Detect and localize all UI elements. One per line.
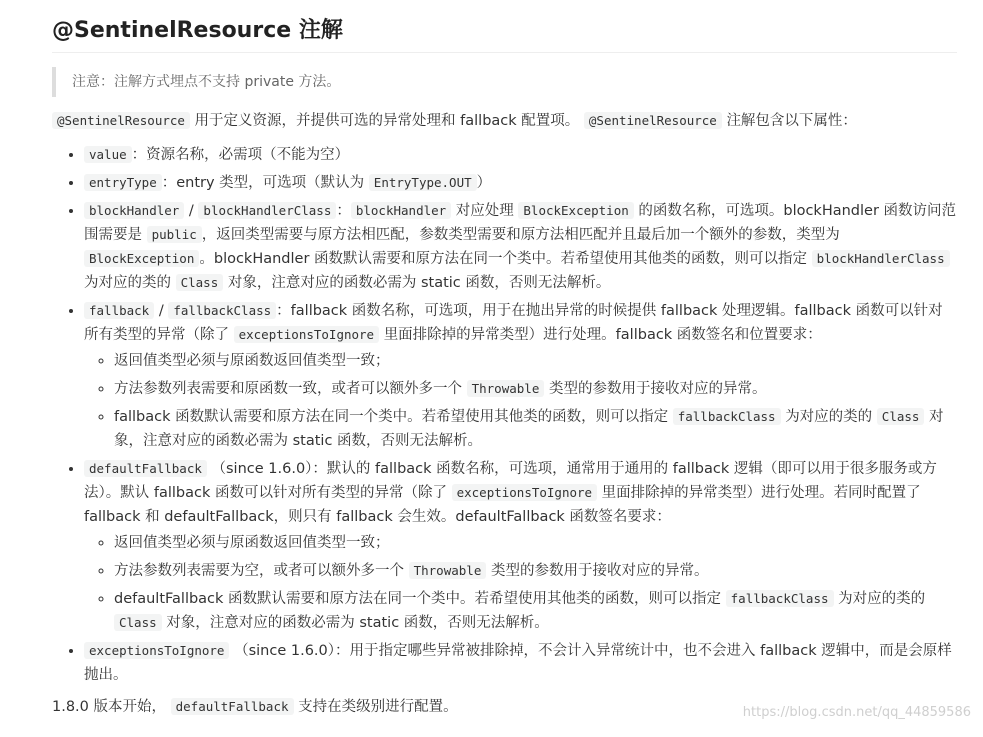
entrytype-text-1: ：entry 类型，可选项（默认为 — [161, 175, 365, 191]
entrytype-text-2: ） — [476, 175, 492, 191]
value-text: ：资源名称，必需项（不能为空） — [131, 147, 350, 163]
defaultfallback-code: defaultFallback — [84, 460, 207, 477]
exceptionstoignore-code-3: exceptionsToIgnore — [84, 642, 229, 659]
page-title: @SentinelResource 注解 — [52, 10, 957, 53]
blockhandler-text-5: 。blockHandler 函数默认需要和原方法在同一个类中。若希望使用其他类的函数，则可以指定 — [199, 251, 808, 267]
class-code: Class — [176, 274, 224, 291]
list-item-fallback — [84, 299, 957, 453]
attribute-list — [52, 143, 957, 687]
entrytype-default-code: EntryType.OUT — [369, 174, 477, 191]
intro-code-2: @SentinelResource — [584, 112, 722, 129]
footer-code: defaultFallback — [171, 698, 294, 715]
fallbackclass-code: fallbackClass — [168, 302, 276, 319]
blockhandler-text-1: ： — [336, 203, 351, 219]
blockhandlerclass-code-2: blockHandlerClass — [812, 250, 950, 267]
intro-paragraph — [52, 109, 957, 133]
defaultfallback-text-2: 里面排除掉的异常类型）进行处理。若同时配置了 fallback 和 defaultFallback，则只有 fallback 会生效。defaultFallback 函数签名要求： — [84, 485, 921, 525]
list-item-entrytype — [84, 171, 957, 195]
blockhandler-code-2: blockHandler — [351, 202, 451, 219]
list-item-defaultfallback — [84, 457, 957, 635]
blockhandler-text-3: 的函数名称，可选项。blockHandler 函数访问范围需要是 — [84, 203, 957, 243]
defaultfallback-req-3-text-b: 为对应的类的 — [838, 591, 926, 607]
fallback-requirements-list — [84, 349, 957, 453]
blockhandler-separator: / — [184, 203, 199, 219]
defaultfallback-req-1 — [114, 531, 957, 555]
defaultfallback-req-3-text-c: 对象，注意对应的函数必需为 static 函数，否则无法解析。 — [166, 615, 549, 631]
intro-code-1: @SentinelResource — [52, 112, 190, 129]
fallback-req-1-text: 返回值类型必须与原函数返回值类型一致； — [114, 353, 390, 369]
defaultfallback-req-3 — [114, 587, 957, 635]
fallback-text-1: ：fallback 函数名称，可选项，用于在抛出异常的时候提供 fallback 处理逻辑。fallback 函数可以针对所有类型的异常（除了 — [84, 303, 943, 343]
entrytype-code: entryType — [84, 174, 162, 191]
fallback-code: fallback — [84, 302, 154, 319]
blockhandler-text-2: 对应处理 — [455, 203, 514, 219]
exceptionstoignore-code-2: exceptionsToIgnore — [452, 484, 597, 501]
throwable-code-2: Throwable — [409, 562, 487, 579]
intro-text-2: 注解包含以下属性： — [726, 113, 857, 129]
intro-text-1: 用于定义资源，并提供可选的异常处理和 fallback 配置项。 — [194, 113, 580, 129]
list-item-value — [84, 143, 957, 167]
exceptionstoignore-text: （since 1.6.0）：用于指定哪些异常被排除掉，不会计入异常统计中，也不会进入 fallback 逻辑中，而是会原样抛出。 — [84, 643, 952, 683]
blockhandler-text-4: ，返回类型需要与原方法相匹配，参数类型需要和原方法相匹配并且最后加一个额外的参数，类型为 — [201, 227, 840, 243]
class-code-3: Class — [114, 614, 162, 631]
fallback-req-3-text-b: 为对应的类的 — [785, 409, 873, 425]
fallback-separator: / — [154, 303, 169, 319]
defaultfallback-text-1: （since 1.6.0）：默认的 fallback 函数名称，可选项，通常用于通用的 fallback 逻辑（即可以用于很多服务或方法）。默认 fallback 函数可以针对所有类型的异常（除了 — [84, 461, 937, 501]
value-code: value — [84, 146, 132, 163]
blockhandlerclass-code: blockHandlerClass — [198, 202, 336, 219]
watermark-url: https://blog.csdn.net/qq_44859586 — [742, 705, 971, 720]
class-code-2: Class — [877, 408, 925, 425]
footer-text-1: 1.8.0 版本开始， — [52, 699, 167, 715]
blockhandler-code: blockHandler — [84, 202, 184, 219]
fallback-req-2-text-a: 方法参数列表需要和原函数一致，或者可以额外多一个 — [114, 381, 462, 397]
fallbackclass-code-3: fallbackClass — [726, 590, 834, 607]
defaultfallback-requirements-list — [84, 531, 957, 635]
note-blockquote — [52, 67, 957, 97]
exceptionstoignore-code: exceptionsToIgnore — [234, 326, 379, 343]
fallback-req-2-text-b: 类型的参数用于接收对应的异常。 — [548, 381, 767, 397]
defaultfallback-req-3-text-a: defaultFallback 函数默认需要和原方法在同一个类中。若希望使用其他类的函数，则可以指定 — [114, 591, 722, 607]
blockexception-code: BlockException — [518, 202, 633, 219]
fallback-req-3-text-c: 对象，注意对应的函数必需为 static 函数，否则无法解析。 — [114, 409, 944, 449]
fallback-text-2: 里面排除掉的异常类型）进行处理。fallback 函数签名和位置要求： — [383, 327, 822, 343]
blockhandler-text-7: 对象，注意对应的函数必需为 static 函数，否则无法解析。 — [227, 275, 611, 291]
fallback-req-3-text-a: fallback 函数默认需要和原方法在同一个类中。若希望使用其他类的函数，则可以指定 — [114, 409, 669, 425]
fallback-req-2 — [114, 377, 957, 401]
fallback-req-3 — [114, 405, 957, 453]
defaultfallback-req-2-text-b: 类型的参数用于接收对应的异常。 — [490, 563, 709, 579]
public-code: public — [147, 226, 202, 243]
blockexception-code-2: BlockException — [84, 250, 199, 267]
note-text: 注意：注解方式埋点不支持 private 方法。 — [72, 74, 341, 90]
list-item-blockhandler — [84, 199, 957, 295]
document-body — [52, 10, 957, 729]
defaultfallback-req-1-text: 返回值类型必须与原函数返回值类型一致； — [114, 535, 390, 551]
throwable-code: Throwable — [467, 380, 545, 397]
defaultfallback-req-2-text-a: 方法参数列表需要为空，或者可以额外多一个 — [114, 563, 404, 579]
fallback-req-1 — [114, 349, 957, 373]
footer-text-2: 支持在类级别进行配置。 — [298, 699, 458, 715]
defaultfallback-req-2 — [114, 559, 957, 583]
fallbackclass-code-2: fallbackClass — [673, 408, 781, 425]
list-item-exceptionstoignore — [84, 639, 957, 687]
blockhandler-text-6: 为对应的类的 — [84, 275, 171, 291]
